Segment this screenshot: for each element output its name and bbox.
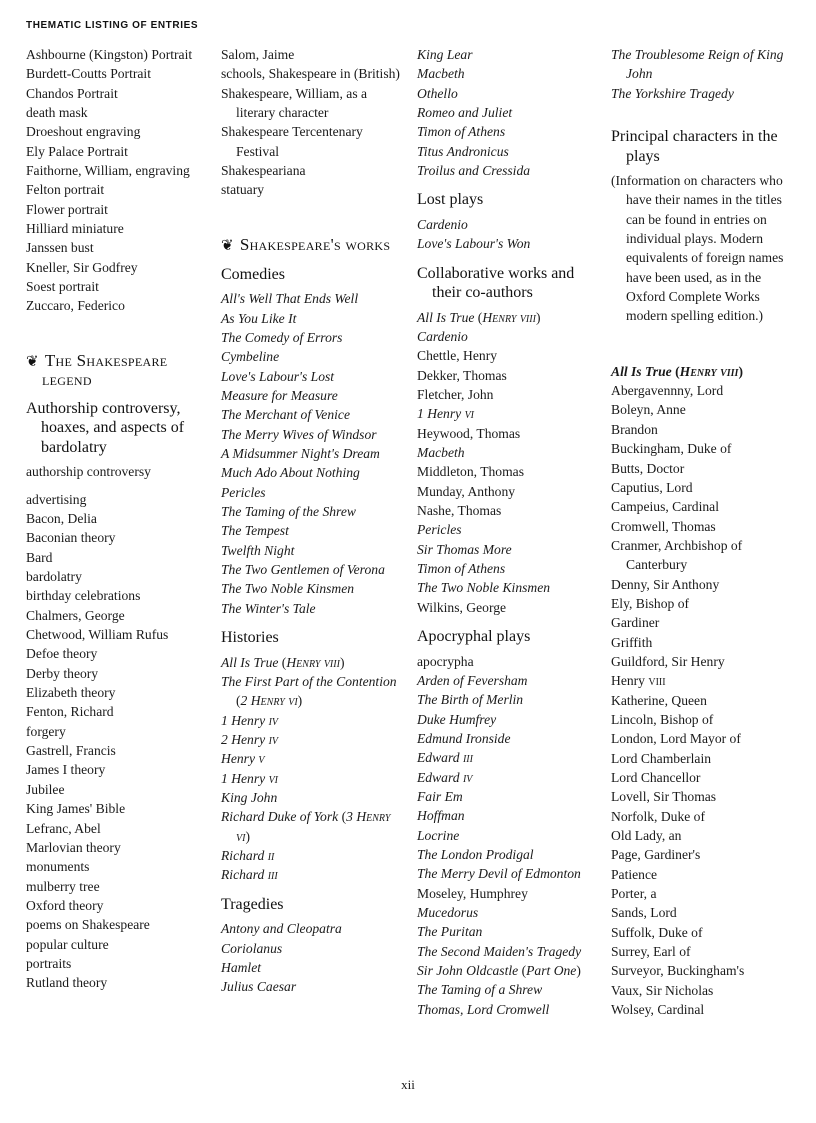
list-item: The Merchant of Venice — [221, 407, 350, 423]
column-3 — [417, 45, 603, 1019]
list-item: Lord Chamberlain — [611, 750, 712, 766]
list-item: Locrine — [417, 827, 460, 843]
list-item: authorship controversy — [26, 464, 151, 480]
list-item: Shakespeariana — [221, 163, 306, 179]
list-item: Felton portrait — [26, 182, 105, 198]
section-title: The Shakespeare legend — [42, 350, 168, 389]
list-item: Suffolk, Duke of — [611, 924, 703, 940]
list-item: Edmund Ironside — [417, 730, 511, 746]
list-item: Faithorne, William, engraving — [26, 163, 190, 179]
list-item: Munday, Anthony — [417, 483, 516, 499]
list-item: As You Like It — [221, 310, 297, 326]
list-item: Sir John Oldcastle (Part One) — [417, 963, 581, 979]
list-item: bardolatry — [26, 569, 82, 585]
list-item: Baconian theory — [26, 530, 116, 546]
play-heading: All Is True (Henry viii) — [611, 363, 743, 379]
list-item: Campeius, Cardinal — [611, 499, 719, 515]
list-item: popular culture — [26, 936, 109, 952]
list-item: death mask — [26, 105, 88, 121]
list-item: Henry v — [221, 751, 265, 767]
list-item: The Troublesome Reign of King John — [611, 47, 784, 82]
list-item: Lovell, Sir Thomas — [611, 789, 717, 805]
list-item: Edward iv — [417, 769, 473, 785]
list-item: Troilus and Cressida — [417, 163, 531, 179]
list-item: The Yorkshire Tragedy — [611, 85, 734, 101]
list-item: statuary — [221, 182, 265, 198]
list-item: apocrypha — [417, 653, 474, 669]
list-item: King James' Bible — [26, 801, 126, 817]
list-item: Richard Duke of York (3 Henry vi) — [221, 809, 391, 844]
list-item: 1 Henry vi — [417, 406, 475, 422]
list-item: Thomas, Lord Cromwell — [417, 1001, 550, 1017]
section-title: Shakespeare's works — [239, 234, 391, 254]
list-item: schools, Shakespeare in (British) — [221, 66, 400, 82]
list-item: All Is True (Henry viii) — [417, 309, 541, 325]
list-item: Elizabeth theory — [26, 685, 116, 701]
list-item: Oxford theory — [26, 897, 104, 913]
list-item: Pericles — [417, 522, 462, 538]
list-item: The Winter's Tale — [221, 600, 316, 616]
fleuron-icon: ❦ — [26, 353, 39, 370]
list-item: Moseley, Humphrey — [417, 885, 528, 901]
list-item: The Taming of the Shrew — [221, 504, 356, 520]
list-item: Janssen bust — [26, 240, 94, 256]
list-item: Sir Thomas More — [417, 541, 512, 557]
list-item: Julius Caesar — [221, 979, 297, 995]
list-item: Chalmers, George — [26, 607, 125, 623]
list-item: Porter, a — [611, 886, 657, 902]
list-item: poems on Shakespeare — [26, 917, 150, 933]
list-item: The Tempest — [221, 523, 289, 539]
list-item: Fenton, Richard — [26, 704, 114, 720]
list-item: Bard — [26, 549, 53, 565]
collaborative-list — [417, 308, 603, 618]
list-item: Arden of Feversham — [417, 672, 528, 688]
histories-list — [221, 653, 407, 885]
apocryphal-list-continued — [611, 45, 801, 103]
list-item: Page, Gardiner's — [611, 847, 701, 863]
list-item: Twelfth Night — [221, 542, 295, 558]
list-item: Droeshout engraving — [26, 124, 141, 140]
lost-plays-list — [417, 215, 603, 254]
list-item: Macbeth — [417, 445, 465, 460]
list-item: Dekker, Thomas — [417, 367, 507, 383]
list-item: portraits — [26, 955, 72, 971]
list-item: Hamlet — [221, 959, 262, 975]
legend-list — [26, 490, 212, 993]
list-item: The First Part of the Contention (2 Henry vi) — [221, 673, 397, 709]
list-item: Denny, Sir Anthony — [611, 576, 720, 592]
list-item: Edward iii — [417, 750, 473, 766]
list-item: The Taming of a Shrew — [417, 982, 543, 998]
list-item: Love's Labour's Lost — [221, 368, 335, 384]
list-item: Shakespeare, William, as a literary character — [221, 85, 368, 121]
portraits-list — [26, 45, 212, 316]
list-item: Fair Em — [417, 789, 463, 804]
list-item: Buckingham, Duke of — [611, 441, 732, 457]
list-item: Othello — [417, 85, 458, 101]
list-item: The Merry Wives of Windsor — [221, 426, 377, 442]
list-item: Soest portrait — [26, 279, 99, 295]
list-item: James I theory — [26, 762, 106, 778]
list-item: Gardiner — [611, 615, 660, 631]
characters-note: (Information on characters who have their names in the titles can be found in entries on individual plays. Modern equivalents of foreign names have been used, as in the Oxford Complete Works modern spelling edition.) — [611, 173, 784, 324]
subheading-authorship: Authorship controversy, hoaxes, and aspects of bardolatry — [26, 399, 185, 456]
list-item: 1 Henry iv — [221, 712, 279, 728]
tragedies-list-continued — [417, 45, 603, 180]
list-item: Zuccaro, Federico — [26, 298, 125, 314]
running-head: THEMATIC LISTING OF ENTRIES — [26, 20, 199, 31]
list-item: Love's Labour's Won — [417, 236, 531, 252]
list-item: The Second Maiden's Tragedy — [417, 943, 582, 959]
list-item: Cymbeline — [221, 349, 280, 365]
characters-list — [611, 381, 801, 1019]
list-item: 2 Henry iv — [221, 731, 279, 747]
list-item: Pericles — [221, 484, 266, 500]
subheading-histories: Histories — [221, 629, 279, 647]
list-item: Lord Chancellor — [611, 770, 701, 785]
list-item: Heywood, Thomas — [417, 425, 521, 441]
list-item: The Merry Devil of Edmonton — [417, 866, 581, 882]
list-item: Wilkins, George — [417, 599, 507, 615]
list-item: Cromwell, Thomas — [611, 518, 716, 534]
list-item: Griffith — [611, 634, 653, 650]
list-item: Butts, Doctor — [611, 460, 685, 476]
list-item: Burdett-Coutts Portrait — [26, 66, 151, 82]
list-item: All Is True (Henry viii) — [221, 654, 345, 670]
list-item: monuments — [26, 859, 90, 875]
list-item: Rutland theory — [26, 975, 108, 991]
list-item: A Midsummer Night's Dream — [221, 446, 380, 461]
apocryphal-list — [417, 652, 603, 1020]
list-item: The Two Noble Kinsmen — [221, 581, 355, 597]
list-item: Romeo and Juliet — [417, 105, 513, 121]
list-item: The Comedy of Errors — [221, 329, 343, 345]
list-item: Ely Palace Portrait — [26, 143, 128, 159]
list-item: The Two Noble Kinsmen — [417, 580, 551, 596]
list-item: Mucedorus — [417, 905, 479, 921]
list-item: Richard iii — [221, 867, 278, 883]
list-item: Vaux, Sir Nicholas — [611, 982, 714, 998]
list-item: Henry viii — [611, 673, 666, 689]
list-item: mulberry tree — [26, 878, 100, 894]
list-item: Surrey, Earl of — [611, 944, 691, 960]
column-2 — [221, 45, 407, 997]
list-item: Titus Andronicus — [417, 143, 509, 159]
list-item: Measure for Measure — [221, 387, 338, 403]
list-item: Nashe, Thomas — [417, 503, 502, 519]
subheading-collaborative: Collaborative works and their co-authors — [417, 264, 575, 302]
list-item: Chetwood, William Rufus — [26, 627, 169, 643]
list-item: Surveyor, Buckingham's — [611, 963, 745, 979]
list-item: Antony and Cleopatra — [221, 921, 342, 937]
subheading-apocryphal: Apocryphal plays — [417, 628, 531, 646]
subheading-comedies: Comedies — [221, 265, 285, 283]
list-item: The London Prodigal — [417, 847, 534, 863]
list-item: Middleton, Thomas — [417, 464, 524, 480]
list-item: Derby theory — [26, 665, 99, 681]
list-item: Hilliard miniature — [26, 221, 124, 237]
list-item: Richard ii — [221, 848, 275, 864]
list-item: Flower portrait — [26, 201, 108, 217]
list-item: Salom, Jaime — [221, 47, 295, 62]
list-item: Chettle, Henry — [417, 348, 498, 364]
list-item: Hoffman — [417, 808, 465, 824]
list-item: Norfolk, Duke of — [611, 808, 706, 824]
list-item: Gastrell, Francis — [26, 743, 116, 759]
section-heading-legend — [26, 352, 212, 389]
list-item: Boleyn, Anne — [611, 402, 686, 418]
list-item: The Puritan — [417, 924, 483, 940]
list-item: birthday celebrations — [26, 588, 141, 604]
list-item: Duke Humfrey — [417, 711, 497, 727]
list-item: Marlovian theory — [26, 839, 121, 855]
list-item: King John — [221, 790, 278, 805]
fleuron-icon: ❦ — [221, 237, 234, 254]
list-item: Much Ado About Nothing — [221, 465, 360, 481]
list-item: Defoe theory — [26, 646, 98, 662]
list-item: King Lear — [417, 47, 473, 62]
list-item: Abergavennny, Lord — [611, 383, 724, 399]
list-item: Kneller, Sir Godfrey — [26, 259, 138, 275]
list-item: All's Well That Ends Well — [221, 291, 359, 307]
list-item: Macbeth — [417, 66, 465, 82]
list-item: Ely, Bishop of — [611, 595, 690, 611]
list-item: Bacon, Delia — [26, 511, 97, 526]
page-number: xii — [401, 1077, 415, 1092]
list-item: Wolsey, Cardinal — [611, 1002, 705, 1018]
list-item: Coriolanus — [221, 940, 283, 956]
list-item: Patience — [611, 866, 658, 882]
subheading-lost-plays: Lost plays — [417, 191, 484, 209]
list-item: Sands, Lord — [611, 905, 677, 921]
list-item: Cardenio — [417, 216, 468, 232]
list-item: Cardenio — [417, 328, 468, 344]
list-item: Ashbourne (Kingston) Portrait — [26, 47, 193, 62]
comedies-list — [221, 289, 407, 618]
list-item: Katherine, Queen — [611, 692, 707, 708]
list-item: The Birth of Merlin — [417, 692, 524, 708]
list-item: Shakespeare Tercentenary Festival — [221, 124, 363, 159]
list-item: Jubilee — [26, 781, 65, 797]
list-item: Chandos Portrait — [26, 85, 118, 101]
list-item: London, Lord Mayor of — [611, 731, 741, 747]
list-item: Lincoln, Bishop of — [611, 711, 714, 727]
subheading-tragedies: Tragedies — [221, 895, 284, 913]
subheading-characters: Principal characters in the plays — [611, 128, 778, 165]
list-item: Guildford, Sir Henry — [611, 653, 725, 669]
list-item: forgery — [26, 723, 66, 739]
list-item: advertising — [26, 491, 87, 507]
list-item: Lefranc, Abel — [26, 820, 101, 836]
list-item: 1 Henry vi — [221, 770, 279, 786]
column-4 — [611, 45, 801, 1019]
list-item: Old Lady, an — [611, 828, 682, 844]
legend-list-continued — [221, 45, 407, 200]
tragedies-list — [221, 919, 407, 996]
list-item: Fletcher, John — [417, 386, 494, 402]
list-item: Caputius, Lord — [611, 479, 693, 495]
list-item: Brandon — [611, 421, 658, 437]
list-item: Timon of Athens — [417, 561, 506, 577]
list-item: The Two Gentlemen of Verona — [221, 562, 385, 578]
column-1 — [26, 45, 212, 993]
list-item: Timon of Athens — [417, 124, 506, 140]
section-heading-works — [221, 236, 407, 255]
list-item: Cranmer, Archbishop of Canterbury — [611, 537, 743, 573]
